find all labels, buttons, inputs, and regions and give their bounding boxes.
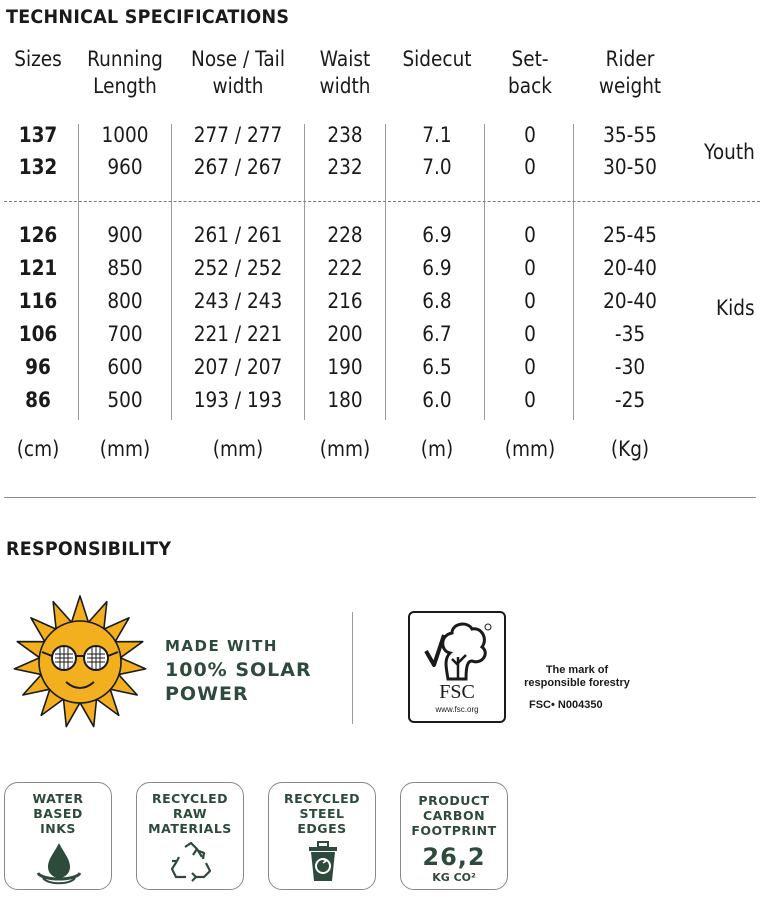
spec-cell: -35	[614, 322, 646, 346]
size-cell: 137	[18, 123, 58, 147]
solar-power-text: MADE WITH 100% SOLAR POWER	[165, 637, 312, 705]
size-cell: 86	[25, 388, 51, 412]
spec-cell: 25-45	[603, 223, 657, 247]
spec-cell: 6.5	[422, 355, 452, 379]
fsc-license-code: FSC• N004350	[529, 699, 603, 711]
sun-mascot-icon	[4, 594, 156, 730]
spec-cell: 200	[327, 322, 363, 346]
recycle-bin-icon	[305, 839, 341, 883]
size-cell: 126	[18, 223, 58, 247]
header-sidecut: Sidecut	[402, 47, 472, 71]
spec-cell: 267 / 267	[193, 155, 283, 179]
spec-cell: 6.8	[422, 289, 452, 313]
spec-cell: 0	[524, 155, 536, 179]
fsc-logo	[408, 611, 506, 723]
column-divider	[385, 124, 386, 420]
spec-cell: 228	[327, 223, 363, 247]
spec-cell: 0	[524, 256, 536, 280]
spec-cell: 20-40	[603, 256, 657, 280]
spec-cell: 0	[524, 355, 536, 379]
spec-cell: -30	[614, 355, 646, 379]
spec-cell: 243 / 243	[193, 289, 283, 313]
spec-cell: 0	[524, 123, 536, 147]
badge-recycled-raw-materials: RECYCLED RAW MATERIALS	[136, 782, 244, 890]
responsibility-title: RESPONSIBILITY	[6, 538, 172, 560]
spec-cell: 190	[327, 355, 363, 379]
spec-cell: 277 / 277	[193, 123, 283, 147]
section-divider	[4, 497, 756, 498]
spec-cell: 1000	[101, 123, 149, 147]
spec-cell: 35-55	[603, 123, 657, 147]
header-nose-tail-width: Nose / Tail width	[191, 47, 285, 98]
spec-cell: 252 / 252	[193, 256, 283, 280]
unit-cell: (mm)	[319, 437, 371, 461]
group-label-youth: Youth	[704, 140, 755, 164]
spec-cell: 222	[327, 256, 363, 280]
header-setback: Set- back	[508, 47, 552, 98]
column-divider	[304, 124, 305, 420]
spec-cell: 216	[327, 289, 363, 313]
spec-cell: 221 / 221	[193, 322, 283, 346]
carbon-footprint-unit: KG CO²	[432, 871, 476, 884]
water-drop-icon	[34, 841, 84, 885]
column-divider	[78, 124, 79, 420]
responsibility-divider	[352, 612, 353, 724]
spec-cell: 960	[107, 155, 143, 179]
column-divider	[171, 124, 172, 420]
group-separator	[4, 201, 760, 202]
header-sizes: Sizes	[14, 47, 62, 71]
unit-cell: (mm)	[504, 437, 556, 461]
unit-cell: (mm)	[212, 437, 264, 461]
fsc-url: www.fsc.org	[435, 705, 479, 714]
size-cell: 121	[18, 256, 58, 280]
fsc-tagline: The mark of responsible forestry	[524, 664, 630, 689]
column-divider	[484, 124, 485, 420]
spec-cell: 232	[327, 155, 363, 179]
spec-cell: -25	[614, 388, 646, 412]
spec-cell: 6.9	[422, 256, 452, 280]
spec-cell: 6.7	[422, 322, 452, 346]
specs-title: TECHNICAL SPECIFICATIONS	[6, 6, 290, 28]
badge-product-carbon-footprint: PRODUCT CARBON FOOTPRINT 26,2 KG CO²	[400, 782, 508, 890]
unit-cell: (m)	[420, 437, 454, 461]
spec-cell: 500	[107, 388, 143, 412]
header-running-length: Running Length	[87, 47, 163, 98]
unit-cell: (cm)	[16, 437, 60, 461]
badge-recycled-steel-edges: RECYCLED STEEL EDGES	[268, 782, 376, 890]
badge-water-based-inks: WATER BASED INKS	[4, 782, 112, 890]
spec-cell: 261 / 261	[193, 223, 283, 247]
spec-cell: 30-50	[603, 155, 657, 179]
spec-cell: 238	[327, 123, 363, 147]
spec-cell: 207 / 207	[193, 355, 283, 379]
spec-cell: 600	[107, 355, 143, 379]
spec-cell: 7.0	[422, 155, 452, 179]
group-label-kids: Kids	[716, 296, 755, 320]
spec-cell: 0	[524, 388, 536, 412]
spec-cell: 6.9	[422, 223, 452, 247]
unit-cell: (Kg)	[610, 437, 650, 461]
header-waist-width: Waist width	[319, 47, 371, 98]
spec-cell: 700	[107, 322, 143, 346]
spec-cell: 900	[107, 223, 143, 247]
spec-cell: 7.1	[422, 123, 452, 147]
size-cell: 96	[25, 355, 51, 379]
spec-cell: 0	[524, 223, 536, 247]
column-divider	[573, 124, 574, 420]
fsc-tree-icon	[422, 621, 494, 683]
spec-cell: 800	[107, 289, 143, 313]
size-cell: 106	[18, 322, 58, 346]
size-cell: 132	[18, 155, 58, 179]
spec-cell: 6.0	[422, 388, 452, 412]
spec-cell: 180	[327, 388, 363, 412]
carbon-footprint-value: 26,2	[422, 843, 486, 871]
recycle-icon	[168, 841, 214, 883]
size-cell: 116	[18, 289, 58, 313]
spec-cell: 0	[524, 289, 536, 313]
spec-cell: 0	[524, 322, 536, 346]
fsc-logo-text: FSC	[439, 681, 475, 703]
unit-cell: (mm)	[99, 437, 151, 461]
spec-cell: 193 / 193	[193, 388, 283, 412]
spec-cell: 850	[107, 256, 143, 280]
spec-cell: 20-40	[603, 289, 657, 313]
header-rider-weight: Rider weight	[598, 47, 662, 98]
